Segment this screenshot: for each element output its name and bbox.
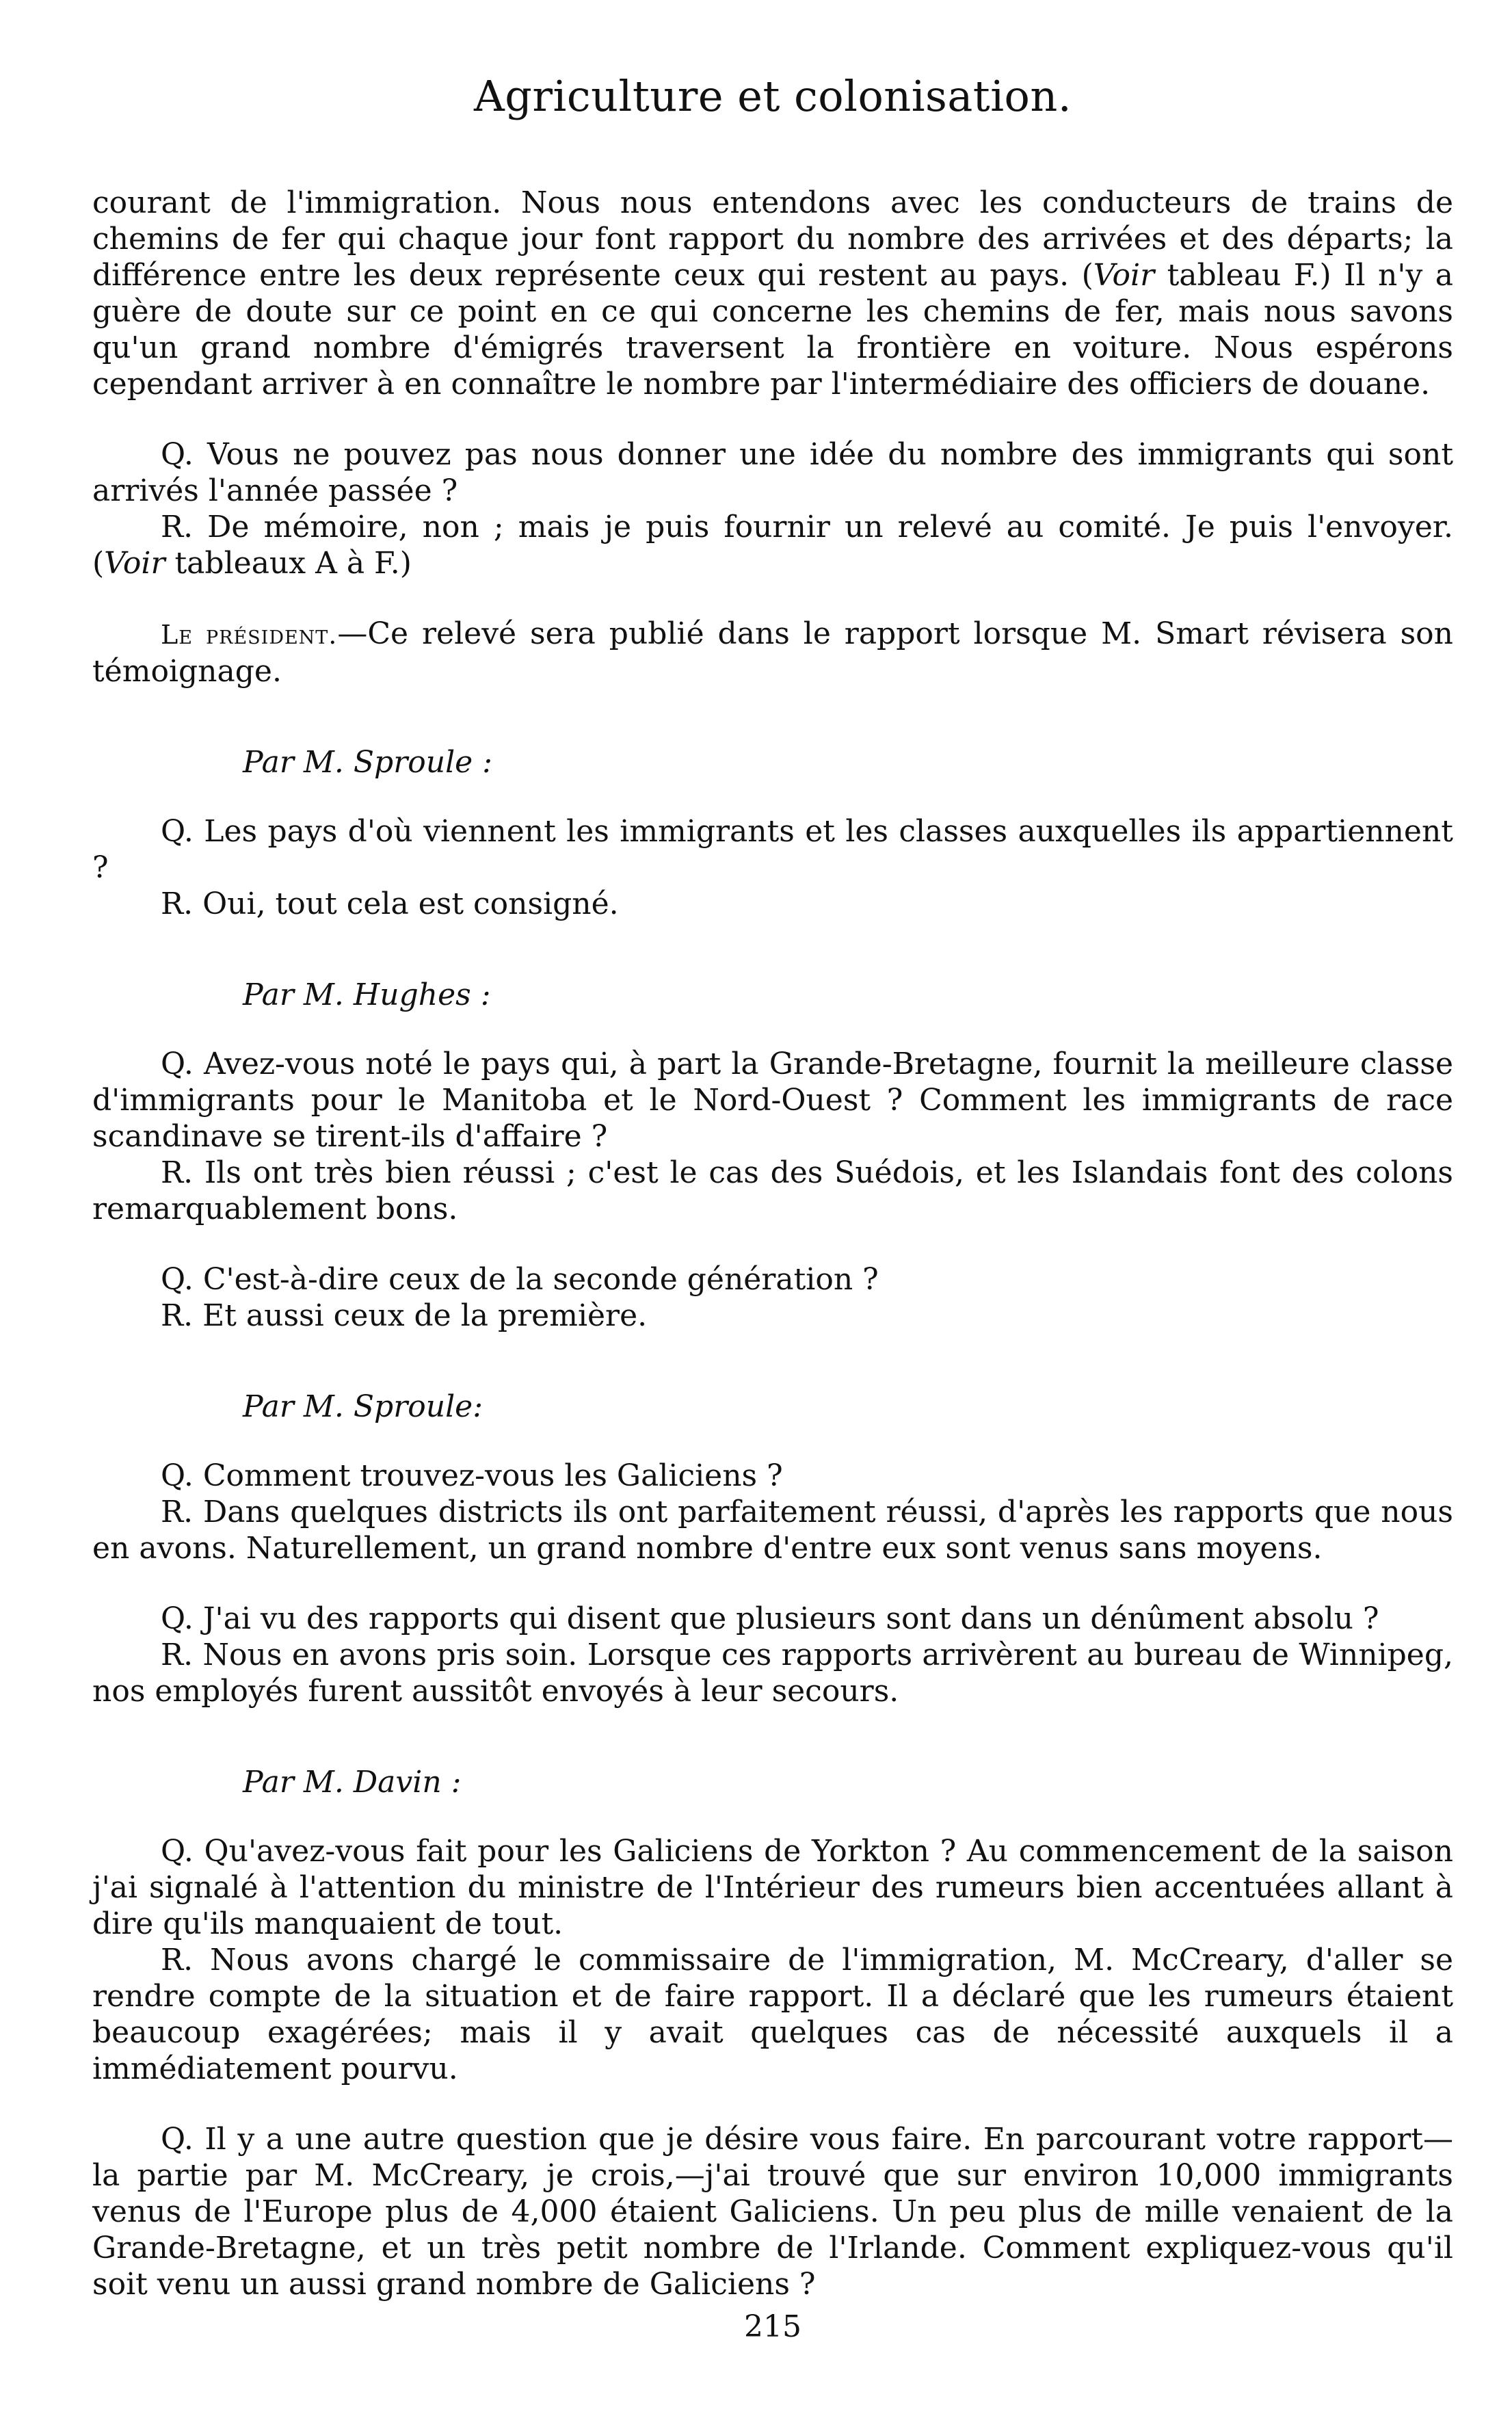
speaker-heading-hughes: Par M. Hughes : [243,977,491,1012]
page-content [92,185,1453,2302]
page-header: Agriculture et colonisation. [473,71,1072,121]
question-8: Q. Il y a une autre question que je désire vous faire. En parcourant votre rapport—la partie par M. McCreary, je crois,—j'ai trouvé que sur environ 10,000 immigrants venus de l'Europe plus de 4,000 étaient Galiciens. Un peu plus de mille venaient de la Grande-Bretagne, et un très petit nombre de l'Irlande. Comment expliquez-vous qu'il soit venu un aussi grand nombre de Galiciens ? [92,2122,1453,2302]
page-number: 215 [744,2309,801,2344]
answer-1: R. De mémoire, non ; mais je puis fournir un relevé au comité. Je puis l'envoyer. (Voir tableaux A à F.) [92,510,1453,581]
president-label: Le président. [161,620,338,650]
question-5: Q. Comment trouvez-vous les Galiciens ? [161,1458,783,1493]
question-1: Q. Vous ne pouvez pas nous donner une idée du nombre des immigrants qui sont arrivés l'année passée ? [92,437,1453,508]
voir-italic: Voir [1093,258,1155,293]
speaker-heading-davin: Par M. Davin : [243,1765,462,1800]
answer-5: R. Dans quelques districts ils ont parfaitement réussi, d'après les rapports que nous en avons. Naturellement, un grand nombre d'entre eux sont venus sans moyens. [92,1495,1453,1566]
paragraph-intro: courant de l'immigration. Nous nous entendons avec les conducteurs de trains de chemins de fer qui chaque jour font rapport du nombre des arrivées et des départs; la différence entre les deux représente ceux qui restent au pays. (Voir tableau F.) Il n'y a guère de doute sur ce point en ce qui concerne les chemins de fer, mais nous savons qu'un grand nombre d'émigrés traversent la frontière en voiture. Nous espérons cependant arriver à en connaître le nombre par l'intermédiaire des officiers de douane. [92,185,1453,402]
speaker-heading-sproule: Par M. Sproule : [243,745,492,780]
answer-4: R. Et aussi ceux de la première. [161,1298,648,1333]
voir-italic: Voir [104,546,165,581]
answer-7: R. Nous avons chargé le commissaire de l'immigration, M. McCreary, d'aller se rendre compte de la situation et de faire rapport. Il a déclaré que les rumeurs étaient beaucoup exagérées; mais il y avait quelques cas de nécessité auxquels il a immédiatement pourvu. [92,1943,1453,2086]
answer-6: R. Nous en avons pris soin. Lorsque ces rapports arrivèrent au bureau de Winnipeg, nos employés furent aussitôt envoyés à leur secours. [92,1638,1453,1709]
question-7: Q. Qu'avez-vous fait pour les Galiciens de Yorkton ? Au commencement de la saison j'ai signalé à l'attention du ministre de l'Intérieur des rumeurs bien accentuées allant à dire qu'ils manquaient de tout. [92,1834,1453,1941]
question-4: Q. C'est-à-dire ceux de la seconde génération ? [161,1262,879,1297]
question-3: Q. Avez-vous noté le pays qui, à part la Grande-Bretagne, fournit la meilleure classe d'immigrants pour le Manitoba et le Nord-Ouest ? Comment les immigrants de race scandinave se tirent-ils d'affaire ? [92,1047,1453,1154]
document-page [92,0,1453,2431]
answer-3: R. Ils ont très bien réussi ; c'est le cas des Suédois, et les Islandais font des colons remarquablement bons. [92,1155,1453,1226]
president-remark: Le président.—Ce relevé sera publié dans le rapport lorsque M. Smart révisera son témoignage. [92,616,1453,689]
question-2: Q. Les pays d'où viennent les immigrants et les classes auxquelles ils appartiennent ? [92,814,1453,885]
question-6: Q. J'ai vu des rapports qui disent que plusieurs sont dans un dénûment absolu ? [161,1601,1379,1636]
answer-2: R. Oui, tout cela est consigné. [161,886,619,921]
speaker-heading-sproule-2: Par M. Sproule: [243,1389,483,1424]
